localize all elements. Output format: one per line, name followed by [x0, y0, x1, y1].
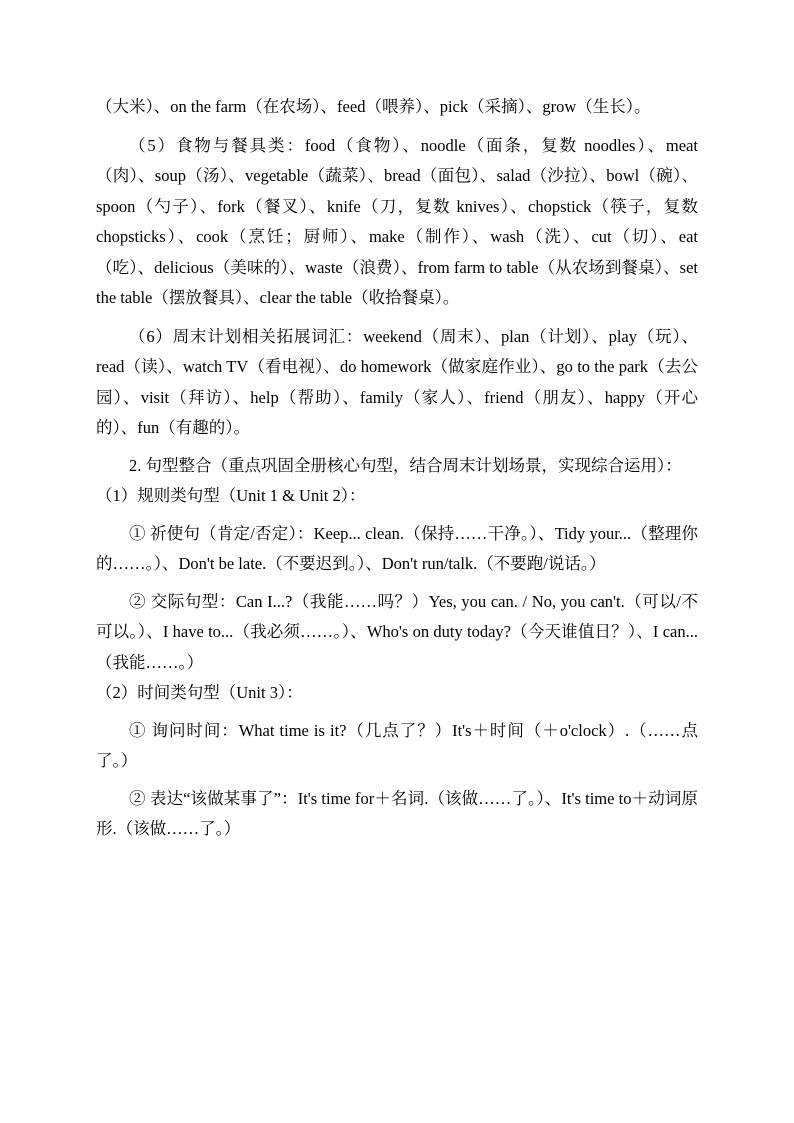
its-time-sentence: ② 表达“该做某事了”：It's time for＋名词.（该做……了。）、It's time to＋动词原形.（该做……了。） — [96, 788, 698, 838]
document-page — [96, 92, 698, 845]
rules-sentence-heading: （1）规则类句型（Unit 1 & Unit 2）： — [96, 486, 366, 505]
imperative-sentences: ① 祈使句（肯定/否定）：Keep... clean.（保持……干净。）、Tidy your...（整理你的……。）、Don't be late.（不要迟到。）、Don't run/talk.（不要跑/说话。） — [96, 523, 698, 573]
ask-time-sentence: ① 询问时间：What time is it?（几点了？）It's＋时间（＋o'clock）.（……点了。） — [96, 720, 698, 770]
weekend-plan-vocabulary: （6）周末计划相关拓展词汇：weekend（周末）、plan（计划）、play（玩）、read（读）、watch TV（看电视）、do homework（做家庭作业）、go to the park（去公园）、visit（拜访）、help（帮助）、family（家人）、friend（朋友）、happy（开心的）、fun（有趣的）。 — [96, 326, 698, 437]
food-tableware-vocabulary: （5）食物与餐具类：food（食物）、noodle（面条，复数 noodles）、meat（肉）、soup（汤）、vegetable（蔬菜）、bread（面包）、salad（沙拉）、bowl（碗）、spoon（勺子）、fork（餐叉）、knife（刀，复数 knives）、chopstick（筷子，复数 chopsticks）、cook（烹饪；厨师）、make（制作）、wash（洗）、cut（切）、eat（吃）、delicious（美味的）、waste（浪费）、from farm to table（从农场到餐桌）、set the table（摆放餐具）、clear the table（收拾餐桌）。 — [96, 135, 698, 307]
farm-vocabulary-continued: （大米）、on the farm（在农场）、feed（喂养）、pick（采摘）、grow（生长）。 — [96, 97, 651, 116]
sentence-integration-heading: 2. 句型整合（重点巩固全册核心句型，结合周末计划场景，实现综合运用）： — [129, 455, 682, 475]
communicative-sentences: ② 交际句型：Can I...?（我能……吗？）Yes, you can. / No, you can't.（可以/不可以。）、I have to...（我必须……。）、Who's on duty today?（今天谁值日？）、I can...（我能……。） — [96, 591, 698, 672]
time-sentence-heading: （2）时间类句型（Unit 3）： — [96, 683, 303, 702]
